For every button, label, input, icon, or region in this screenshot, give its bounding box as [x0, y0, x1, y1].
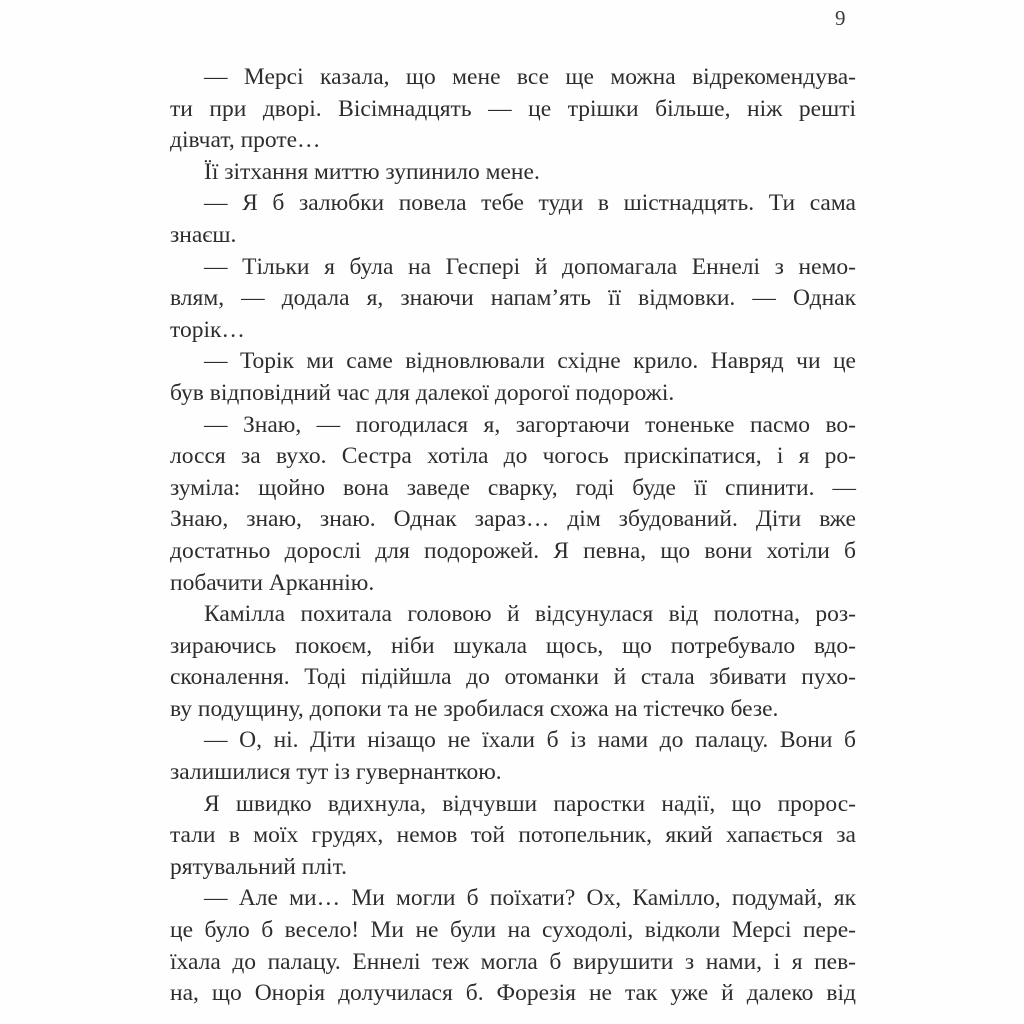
text-line: був відповідний час для далекої дорогої подорожі.	[170, 379, 675, 406]
text-line: — Мерсі казала, що мене все ще можна відрекомендува-	[204, 64, 856, 90]
page-number: 9	[835, 6, 846, 30]
text-line: влям, — додала я, знаючи напам’ять її відмовки. — Однак	[170, 285, 856, 312]
text-line: Камілла похитала головою й відсунулася від полотна, роз-	[204, 601, 856, 628]
text-line: ву подущину, допоки та не зробилася схожа на тістечко безе.	[170, 695, 779, 722]
text-line: побачити Арканнію.	[170, 569, 375, 596]
text-line: це було б весело! Ми не були на суходолі, відколи Мерсі пере-	[170, 917, 856, 944]
text-line: їхала до палацу. Еннелі теж могла б вирушити з нами, і я пев-	[170, 948, 856, 975]
text-line: Я швидко вдихнула, відчувши паростки надії, що пророс-	[204, 790, 856, 817]
text-line: Її зітхання миттю зупинило мене.	[204, 158, 540, 185]
text-line: сконалення. Тоді підійшла до отоманки й стала збивати пухо-	[170, 664, 856, 691]
text-line: достатньо дорослі для подорожей. Я певна, що вони хотіли б	[170, 537, 856, 564]
text-line: торік…	[170, 316, 245, 343]
text-line: зираючись покоєм, ніби шукала щось, що потребувало вдо-	[170, 632, 856, 659]
page-text	[170, 62, 856, 1010]
text-line: зуміла: щойно вона заведе сварку, годі буде її спинити. —	[170, 474, 856, 501]
text-line: — Знаю, — погодилася я, загортаючи тоненьке пасмо во-	[204, 411, 856, 438]
text-line: залишилися тут із гувернанткою.	[170, 759, 502, 786]
text-line: — Але ми… Ми могли б поїхати? Ох, Камілло, подумай, як	[204, 885, 856, 912]
text-line: лосся за вухо. Сестра хотіла до чогось прискіпатися, і я ро-	[170, 443, 856, 470]
text-line: — Торік ми саме відновлювали східне крило. Навряд чи це	[204, 348, 856, 375]
text-line: тали в моїх грудях, немов той потопельник, який хапається за	[170, 822, 856, 849]
text-line: — О, ні. Діти нізащо не їхали б із нами до палацу. Вони б	[204, 727, 856, 754]
text-line: на, що Онорія долучилася б. Форезія не так уже й далеко від	[170, 980, 856, 1007]
text-line: Знаю, знаю, знаю. Однак зараз… дім збудований. Діти вже	[170, 506, 856, 533]
text-line: знаєш.	[170, 221, 237, 248]
text-line: — Я б залюбки повела тебе туди в шістнадцять. Ти сама	[204, 190, 856, 217]
text-line: дівчат, проте…	[170, 127, 321, 154]
text-line: рятувальний пліт.	[170, 853, 347, 880]
text-line: ти при дворі. Вісімнадцять — це трішки більше, ніж решті	[170, 95, 856, 122]
text-line: — Тільки я була на Геспері й допомагала Еннелі з немо-	[204, 253, 856, 280]
